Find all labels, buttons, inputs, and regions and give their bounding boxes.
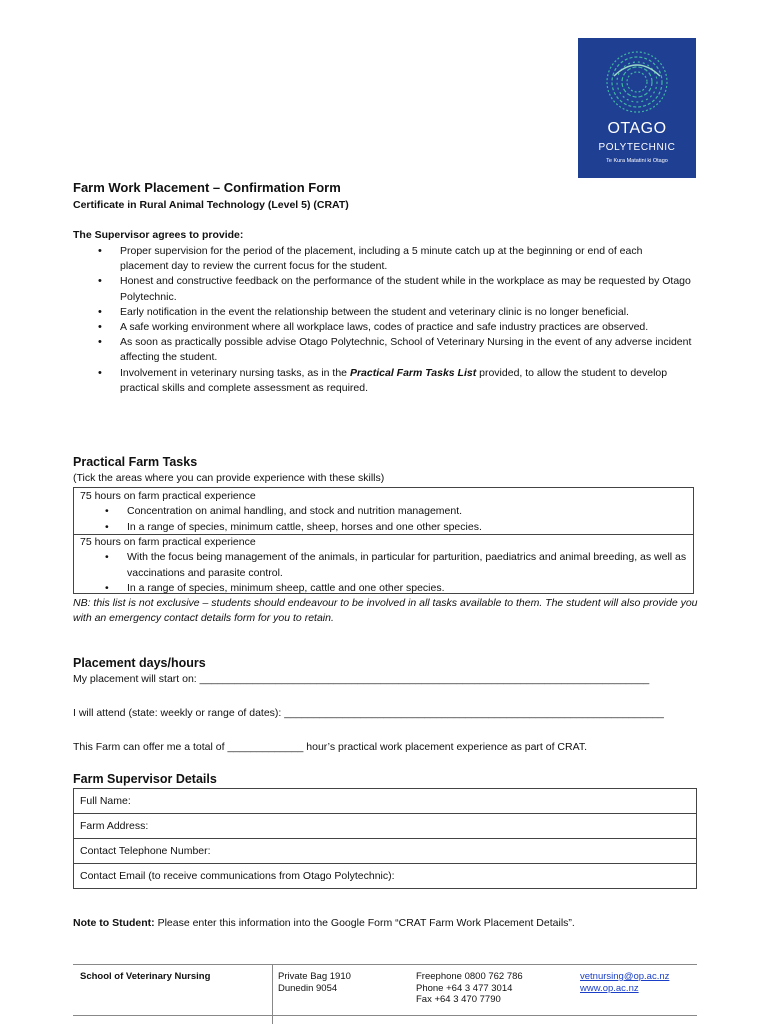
practical-tasks-heading: Practical Farm Tasks [73, 455, 198, 469]
task-group-1 [80, 489, 687, 535]
footer-web-link[interactable]: www.op.ac.nz [580, 982, 639, 994]
form-title: Farm Work Placement – Confirmation Form [73, 180, 341, 195]
footer-phones [416, 971, 523, 1006]
list-item-text-post: provided, to allow the student to develop practical skills and complete assessment as required. [120, 366, 668, 394]
task-item: • In a range of species, minimum cattle, sheep, horses and one other species. [80, 520, 687, 535]
logo-tagline: Te Kura Matatini ki Otago [606, 158, 668, 164]
footer-school: School of Veterinary Nursing [80, 971, 211, 982]
supervisor-details-table [73, 788, 697, 889]
list-item: • As soon as practically possible advise Otago Polytechnic, School of Veterinary Nursing in the event of any adverse incident affecting the student. [73, 335, 693, 365]
placement-heading: Placement days/hours [73, 656, 206, 670]
list-item: • Proper supervision for the period of the placement, including a 5 minute catch up at the beginning or end of each placement day to review the current focus for the student. [73, 244, 693, 274]
farm-address-field[interactable]: Farm Address: [74, 814, 697, 839]
footer-bottom-rule [73, 1015, 697, 1016]
form-subtitle: Certificate in Rural Animal Technology (Level 5) (CRAT) [73, 199, 349, 211]
list-item: • A safe working environment where all workplace laws, codes of practice and safe industry practices are observed. [73, 320, 693, 335]
placement-hours-field[interactable]: This Farm can offer me a total of _____________ hour’s practical work placement experience as part of CRAT. [73, 741, 587, 753]
list-item [73, 366, 693, 396]
supervisor-agrees-list [73, 244, 693, 396]
practical-tasks-table [73, 487, 694, 594]
practical-farm-tasks-list-emphasis: Practical Farm Tasks List [349, 366, 477, 379]
supervisor-agrees-heading: The Supervisor agrees to provide: [73, 229, 244, 241]
task-group-title: 75 hours on farm practical experience [80, 490, 256, 502]
swirl-emblem-icon [604, 46, 670, 116]
footer-address-line1: Private Bag 1910 [278, 971, 351, 982]
contact-phone-field[interactable]: Contact Telephone Number: [74, 839, 697, 864]
placement-start-field[interactable]: My placement will start on: _____________________________________________________________________________ [73, 673, 650, 685]
footer-email-link[interactable]: vetnursing@op.ac.nz [580, 971, 670, 982]
practical-tasks-instruction: (Tick the areas where you can provide experience with these skills) [73, 472, 385, 484]
footer-phone: Phone +64 3 477 3014 [416, 982, 513, 994]
full-name-field[interactable]: Full Name: [74, 789, 697, 814]
supervisor-details-heading: Farm Supervisor Details [73, 772, 217, 786]
list-item: • Early notification in the event the relationship between the student and veterinary clinic is no longer beneficial. [73, 305, 693, 320]
otago-polytechnic-logo [578, 38, 696, 178]
task-group-2 [80, 535, 687, 596]
note-text: Please enter this information into the Google Form “CRAT Farm Work Placement Details”. [154, 917, 575, 929]
list-item-text-pre: Involvement in veterinary nursing tasks, as in the [120, 366, 350, 379]
list-item: • Honest and constructive feedback on the performance of the student while in the workplace as may be requested by Otago Polytechnic. [73, 274, 693, 304]
logo-name: OTAGO [607, 120, 667, 137]
placement-attend-field[interactable]: I will attend (state: weekly or range of dates): _________________________________________________________________ [73, 707, 664, 719]
footer-address [278, 971, 351, 994]
note-to-student [73, 917, 575, 929]
task-group-title: 75 hours on farm practical experience [80, 536, 256, 548]
task-item: • Concentration on animal handling, and stock and nutrition management. [80, 504, 687, 519]
footer-contacts [580, 971, 669, 994]
note-label: Note to Student: [73, 917, 155, 929]
logo-sub: POLYTECHNIC [598, 142, 676, 153]
footer-fax: Fax +64 3 470 7790 [416, 994, 501, 1005]
task-item: • In a range of species, minimum sheep, cattle and one other species. [80, 581, 687, 596]
task-item: • With the focus being management of the animals, in particular for parturition, paediatrics and animal breeding, as well as vaccinations and parasite control. [80, 550, 687, 581]
footer-address-line2: Dunedin 9054 [278, 982, 338, 994]
footer-freephone: Freephone 0800 762 786 [416, 971, 523, 982]
contact-email-field[interactable]: Contact Email (to receive communications from Otago Polytechnic): [74, 864, 697, 889]
nb-note: NB: this list is not exclusive – students should endeavour to be involved in all tasks available to them. The student will also provide you with an emergency contact details form for you to retain. [73, 597, 698, 625]
footer-top-rule [73, 964, 697, 965]
